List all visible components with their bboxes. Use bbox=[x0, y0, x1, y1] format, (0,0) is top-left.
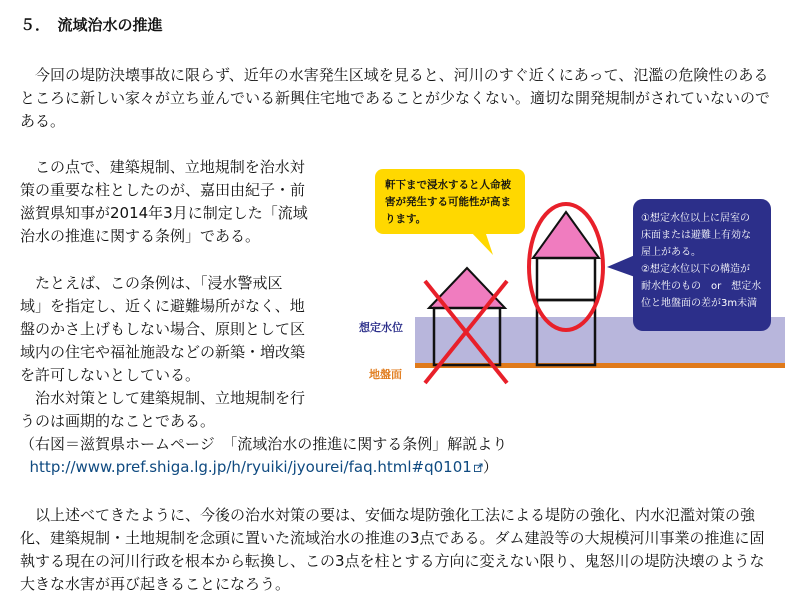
callout-yellow-line: 害が発生する可能性が高ま bbox=[385, 196, 511, 208]
callout-yellow-line: 軒下まで浸水すると人命被 bbox=[385, 179, 511, 191]
paragraph-line: 盤のかさ上げもしない場合、原則として区 bbox=[20, 320, 306, 338]
paragraph-line: 化、建築規制・土地規制を念頭に置いた流域治水の推進の3点である。ダム建設等の大規模河川事業の推進に固 bbox=[20, 529, 765, 547]
callout-blue-line: 屋上がある。 bbox=[641, 247, 701, 258]
paragraph-conclusion bbox=[20, 504, 765, 596]
paragraph-line: ある。 bbox=[20, 112, 66, 130]
paragraph-line: 治水対策として建築規制、立地規制を行 bbox=[20, 389, 306, 407]
callout-blue-line: 床面または避難上有効な bbox=[641, 230, 751, 241]
paragraph-line: ところに新しい家々が立ち並んでいる新興住宅地であることが少なくない。適切な開発規制がされていないので bbox=[20, 89, 771, 107]
citation-url-link[interactable]: http://www.pref.shiga.lg.jp/h/ryuiki/jyourei/faq.html#q0101 bbox=[29, 458, 472, 476]
paragraph-line: 執する現在の河川行政を根本から転換し、この3点を柱とする方向に変えない限り、鬼怒川の堤防決壊のような bbox=[20, 552, 765, 570]
paragraph-line: 域内の住宅や福祉施設などの新築・増改築 bbox=[20, 343, 306, 361]
paragraph-line: 治水の推進に関する条例」である。 bbox=[20, 227, 261, 245]
paragraph-line: 以上述べてきたように、今後の治水対策の要は、安価な堤防強化工法による堤防の強化、内水氾濫対策の強 bbox=[20, 506, 756, 524]
callout-blue-line: 位と地盤面の差が3m未満 bbox=[641, 298, 758, 309]
callout-blue-line: ②想定水位以下の構造が bbox=[641, 264, 750, 275]
ground-label: 地盤面 bbox=[369, 368, 402, 381]
paragraph-example bbox=[20, 272, 305, 433]
paragraph-intro bbox=[20, 64, 770, 133]
right-house-upper-floor bbox=[537, 258, 595, 300]
section-heading: ５． 流域治水の推進 bbox=[20, 16, 163, 34]
callout-blue-line: 耐水性のもの or 想定水 bbox=[641, 281, 762, 292]
figure-citation bbox=[20, 433, 507, 479]
paragraph-line: この点で、建築規制、立地規制を治水対 bbox=[20, 158, 305, 176]
external-link-icon[interactable] bbox=[474, 463, 483, 472]
paragraph-line: 滋賀県知事が2014年3月に制定した「流域 bbox=[20, 204, 308, 222]
paragraph-line: 大きな水害が再び起きることになろう。 bbox=[20, 575, 291, 593]
paragraph-line: を許可しないとしている。 bbox=[20, 366, 201, 384]
paragraph-line: 今回の堤防決壊事故に限らず、近年の水害発生区域を見ると、河川のすぐ近くにあって、氾濫の危険性のある bbox=[20, 66, 769, 84]
water-level-label: 想定水位 bbox=[359, 321, 403, 334]
paragraph-line: うのは画期的なことである。 bbox=[20, 412, 216, 430]
paragraph-line: 策の重要な柱としたのが、嘉田由紀子・前 bbox=[20, 181, 306, 199]
citation-link-line bbox=[20, 456, 507, 479]
citation-source: （右図＝滋賀県ホームページ 「流域治水の推進に関する条例」解説より bbox=[20, 435, 508, 453]
callout-yellow-line: ります。 bbox=[385, 213, 427, 225]
paragraph-line: たとえば、この条例は、「浸水警戒区 bbox=[20, 274, 283, 292]
flood-ordinance-illustration bbox=[345, 155, 785, 400]
yellow-callout-tail bbox=[470, 231, 493, 255]
blue-callout-tail bbox=[607, 255, 635, 277]
paragraph-ordinance bbox=[20, 156, 308, 248]
citation-close: ） bbox=[482, 458, 498, 476]
callout-blue-line: ①想定水位以上に居室の bbox=[641, 213, 750, 224]
paragraph-line: 域」を指定し、近くに避難場所がなく、地 bbox=[20, 297, 305, 315]
